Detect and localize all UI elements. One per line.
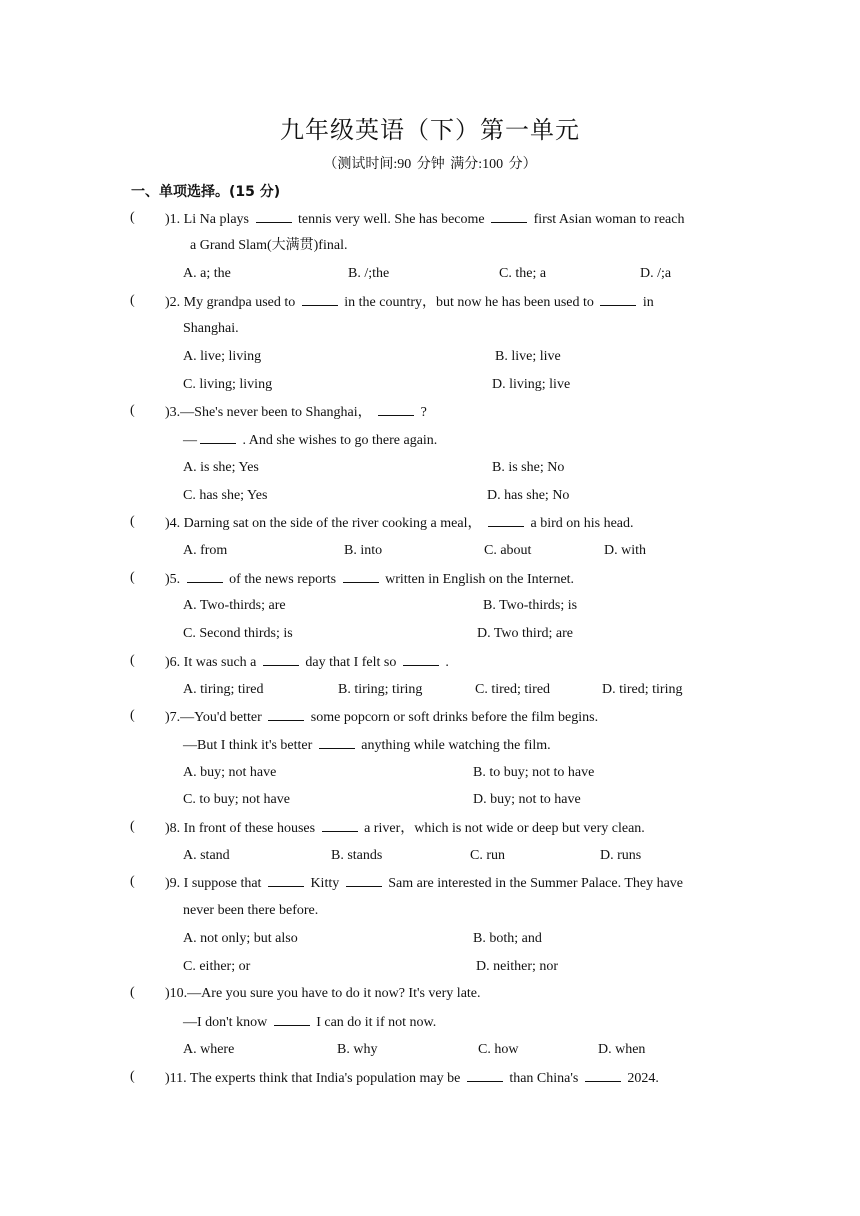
- question-text-part: 11. The experts think that India's population may be: [169, 1071, 464, 1086]
- answer-option[interactable]: C. how: [478, 1042, 519, 1057]
- answer-paren: (: [130, 1069, 135, 1084]
- question-text: [165, 819, 645, 838]
- answer-paren: (: [130, 403, 135, 418]
- question-text-part: first Asian woman to reach: [530, 212, 685, 227]
- answer-option[interactable]: C. has she; Yes: [183, 488, 268, 503]
- question-text-part: in: [639, 295, 654, 310]
- answer-option[interactable]: A. buy; not have: [183, 765, 277, 780]
- question-text-part: 1. Li Na plays: [169, 212, 253, 227]
- answer-blank[interactable]: [346, 874, 382, 887]
- answer-paren-close: ): [165, 821, 170, 836]
- answer-blank[interactable]: [322, 819, 358, 832]
- question-text-part: 3.—She's never been to Shanghai，: [169, 405, 376, 420]
- answer-paren-close: ): [165, 516, 170, 531]
- question-text: [165, 210, 684, 229]
- answer-option[interactable]: B. /;the: [348, 266, 390, 281]
- question-text-part: —I don't know: [183, 1015, 271, 1030]
- question-text-part: a river，which is not wide or deep but very clean.: [360, 821, 645, 836]
- question-text-part: Shanghai.: [183, 321, 239, 336]
- answer-blank[interactable]: [488, 514, 524, 527]
- answer-option[interactable]: D. when: [598, 1042, 646, 1057]
- question-text-part: 7.—You'd better: [169, 710, 266, 725]
- question-text-part: than China's: [505, 1071, 582, 1086]
- answer-option[interactable]: D. with: [604, 543, 646, 558]
- question-text: [165, 874, 683, 893]
- answer-option[interactable]: B. into: [344, 543, 383, 558]
- question-text-part: in the country，but now he has been used to: [340, 295, 598, 310]
- answer-option[interactable]: A. Two-thirds; are: [183, 598, 286, 613]
- answer-option[interactable]: B. stands: [331, 848, 383, 863]
- question-text: [165, 985, 481, 1003]
- question-text: [183, 431, 437, 450]
- answer-blank[interactable]: [256, 210, 292, 223]
- question-text-part: Kitty: [306, 876, 343, 891]
- answer-blank[interactable]: [302, 293, 338, 306]
- answer-option[interactable]: B. tiring; tiring: [338, 682, 423, 697]
- answer-blank[interactable]: [319, 736, 355, 749]
- question-text-part: 2024.: [623, 1071, 659, 1086]
- answer-option[interactable]: C. tired; tired: [475, 682, 551, 697]
- question-text-part: Sam are interested in the Summer Palace. They have: [384, 876, 684, 891]
- answer-paren: (: [130, 985, 135, 1000]
- answer-blank[interactable]: [585, 1069, 621, 1082]
- question-text-part: 9. I suppose that: [169, 876, 265, 891]
- question-text-part: ?: [417, 405, 427, 420]
- answer-blank[interactable]: [274, 1013, 310, 1026]
- answer-option[interactable]: A. is she; Yes: [183, 460, 259, 475]
- page-title: 九年级英语（下）第一单元: [280, 116, 580, 144]
- question-text-part: 5.: [169, 572, 184, 587]
- answer-option[interactable]: C. run: [470, 848, 505, 863]
- question-text-part: tennis very well. She has become: [294, 212, 489, 227]
- answer-paren: (: [130, 514, 135, 529]
- answer-option[interactable]: C. about: [484, 543, 532, 558]
- answer-option[interactable]: B. live; live: [495, 349, 561, 364]
- question-text-part: of the news reports: [225, 572, 340, 587]
- answer-option[interactable]: A. live; living: [183, 349, 262, 364]
- question-text-part: never been there before.: [183, 903, 319, 918]
- answer-paren: (: [130, 293, 135, 308]
- question-text-part: some popcorn or soft drinks before the film begins.: [307, 710, 599, 725]
- question-text-part: . And she wishes to go there again.: [239, 433, 438, 448]
- answer-option[interactable]: D. buy; not to have: [473, 792, 581, 807]
- question-text: [183, 1013, 436, 1032]
- answer-paren-close: ): [165, 212, 170, 227]
- question-text-part: —: [183, 433, 197, 448]
- section-heading: 一、单项选择。(15 分): [131, 184, 281, 200]
- answer-option[interactable]: A. from: [183, 543, 228, 558]
- answer-option[interactable]: C. either; or: [183, 959, 251, 974]
- answer-blank[interactable]: [467, 1069, 503, 1082]
- question-text: [165, 403, 427, 422]
- answer-paren: (: [130, 570, 135, 585]
- answer-option[interactable]: C. Second thirds; is: [183, 626, 293, 641]
- question-text-part: day that I felt so: [301, 655, 400, 670]
- answer-blank[interactable]: [491, 210, 527, 223]
- answer-option[interactable]: A. not only; but also: [183, 931, 298, 946]
- answer-paren: (: [130, 874, 135, 889]
- answer-blank[interactable]: [343, 570, 379, 583]
- answer-option[interactable]: C. to buy; not have: [183, 792, 290, 807]
- answer-paren-close: ): [165, 710, 170, 725]
- answer-option[interactable]: B. why: [337, 1042, 378, 1057]
- question-text-part: I can do it if not now.: [312, 1015, 437, 1030]
- answer-option[interactable]: D. living; live: [492, 377, 571, 392]
- question-text: [165, 570, 574, 589]
- question-text-part: a Grand Slam(大满贯)final.: [190, 238, 348, 253]
- answer-option[interactable]: D. /;a: [640, 266, 672, 281]
- question-text-part: —But I think it's better: [183, 738, 316, 753]
- question-text: [165, 708, 598, 727]
- answer-blank[interactable]: [263, 653, 299, 666]
- question-text-part: 8. In front of these houses: [169, 821, 319, 836]
- answer-paren-close: ): [165, 876, 170, 891]
- answer-blank[interactable]: [600, 293, 636, 306]
- answer-blank[interactable]: [187, 570, 223, 583]
- question-text: [165, 293, 654, 312]
- answer-option[interactable]: D. has she; No: [487, 488, 570, 503]
- answer-paren-close: ): [165, 655, 170, 670]
- question-text: [165, 1069, 659, 1088]
- answer-option[interactable]: D. tired; tiring: [602, 682, 683, 697]
- answer-option[interactable]: B. is she; No: [492, 460, 565, 475]
- answer-paren-close: ): [165, 986, 170, 1001]
- question-text-part: written in English on the Internet.: [381, 572, 575, 587]
- question-text-part: 6. It was such a: [169, 655, 260, 670]
- answer-blank[interactable]: [378, 403, 414, 416]
- question-text-part: 10.—Are you sure you have to do it now? It's very late.: [169, 986, 481, 1001]
- answer-blank[interactable]: [403, 653, 439, 666]
- answer-option[interactable]: B. both; and: [473, 931, 542, 946]
- answer-option[interactable]: B. Two-thirds; is: [483, 598, 578, 613]
- answer-option[interactable]: A. where: [183, 1042, 235, 1057]
- answer-option[interactable]: A. tiring; tired: [183, 682, 264, 697]
- answer-option[interactable]: C. the; a: [499, 266, 547, 281]
- answer-option[interactable]: D. Two third; are: [477, 626, 573, 641]
- answer-option[interactable]: A. stand: [183, 848, 230, 863]
- answer-paren-close: ): [165, 405, 170, 420]
- answer-option[interactable]: C. living; living: [183, 377, 273, 392]
- page-subtitle: （测试时间:90 分钟 满分:100 分）: [323, 157, 537, 172]
- question-text: [183, 902, 318, 920]
- answer-paren-close: ): [165, 572, 170, 587]
- question-text: [183, 320, 239, 338]
- answer-option[interactable]: D. neither; nor: [476, 959, 559, 974]
- question-text-part: .: [441, 655, 449, 670]
- answer-paren: (: [130, 210, 135, 225]
- answer-option[interactable]: B. to buy; not to have: [473, 765, 595, 780]
- answer-option[interactable]: D. runs: [600, 848, 642, 863]
- answer-blank[interactable]: [200, 431, 236, 444]
- answer-paren-close: ): [165, 295, 170, 310]
- answer-blank[interactable]: [268, 708, 304, 721]
- question-text-part: a bird on his head.: [526, 516, 634, 531]
- question-text-part: 4. Darning sat on the side of the river cooking a meal，: [169, 516, 485, 531]
- question-text: [190, 237, 347, 255]
- answer-blank[interactable]: [268, 874, 304, 887]
- answer-paren: (: [130, 819, 135, 834]
- question-text: [165, 653, 449, 672]
- answer-paren: (: [130, 653, 135, 668]
- answer-paren: (: [130, 708, 135, 723]
- answer-option[interactable]: A. a; the: [183, 266, 231, 281]
- answer-paren-close: ): [165, 1071, 170, 1086]
- question-text: [165, 514, 634, 533]
- question-text: [183, 736, 551, 755]
- question-text-part: 2. My grandpa used to: [169, 295, 299, 310]
- question-text-part: anything while watching the film.: [357, 738, 551, 753]
